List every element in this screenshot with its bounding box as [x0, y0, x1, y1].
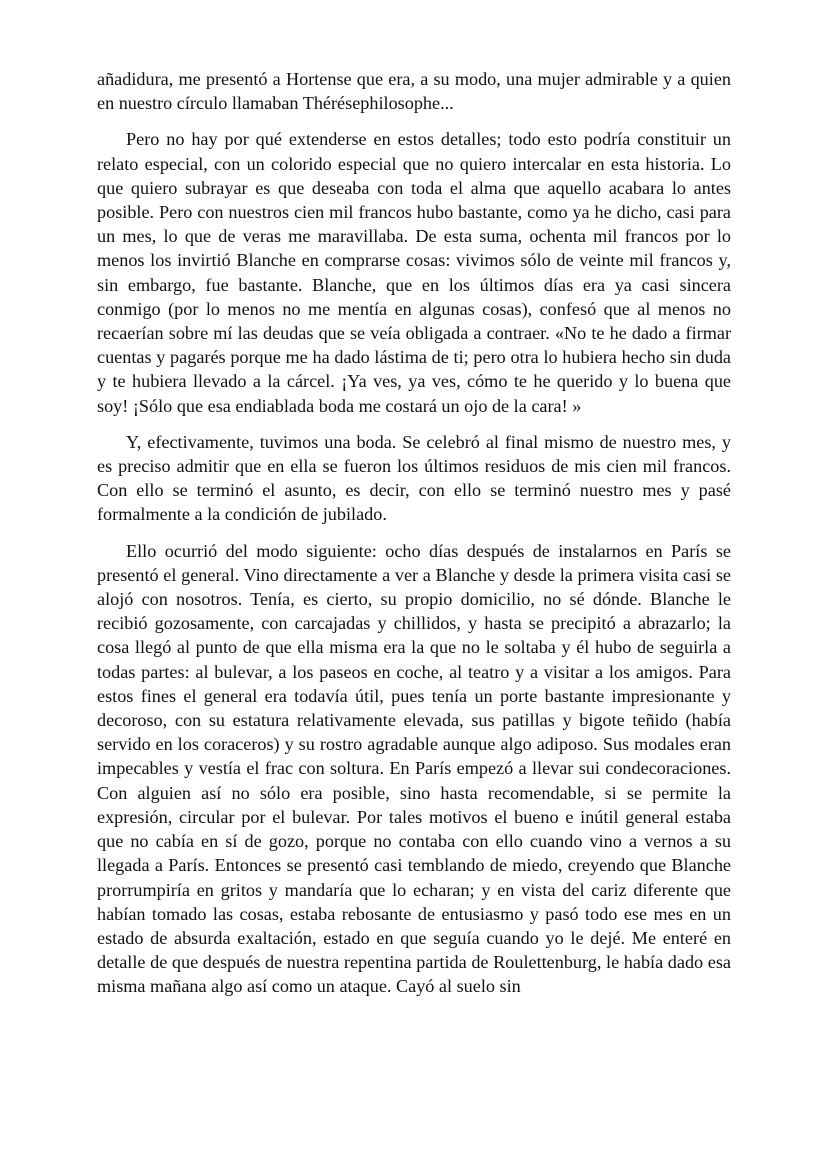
- page-body: [97, 67, 731, 1011]
- paragraph-4: Ello ocurrió del modo siguiente: ocho días después de instalarnos en París se presentó el general. Vino directamente a ver a Blanche y desde la primera visita casi se alojó con nosotros. Tenía, es cierto, su propio domicilio, no sé dónde. Blanche le recibió gozosamente, con carcajadas y chillidos, y hasta se precipitó a abrazarlo; la cosa llegó al punto de que ella misma era la que no le soltaba y él hubo de seguirla a todas partes: al bulevar, a los paseos en coche, al teatro y a visitar a los amigos. Para estos fines el general era todavía útil, pues tenía un porte bastante impresionante y decoroso, con su estatura relativamente elevada, sus patillas y bigote teñido (había servido en los coraceros) y su rostro agradable aunque algo adiposo. Sus modales eran impecables y vestía el frac con soltura. En París empezó a llevar sui condecoraciones. Con alguien así no sólo era posible, sino hasta recomendable, si se permite la expresión, circular por el bulevar. Por tales motivos el bueno e inútil general estaba que no cabía en sí de gozo, porque no contaba con ello cuando vino a vernos a su llegada a París. Entonces se presentó casi temblando de miedo, creyendo que Blanche prorrumpiría en gritos y mandaría que lo echaran; y en vista del cariz diferente que habían tomado las cosas, estaba rebosante de entusiasmo y pasó todo ese mes en un estado de absurda exaltación, estado en que seguía cuando yo le dejé. Me enteré en detalle de que después de nuestra repentina partida de Roulettenburg, le había dado esa misma mañana algo así como un ataque. Cayó al suelo sin: [97, 540, 731, 997]
- paragraph-2: Pero no hay por qué extenderse en estos detalles; todo esto podría constituir un relato especial, con un colorido especial que no quiero intercalar en esta historia. Lo que quiero subrayar es que deseaba con toda el alma que aquello acabara lo antes posible. Pero con nuestros cien mil francos hubo bastante, como ya he dicho, casi para un mes, lo que de veras me maravillaba. De esta suma, ochenta mil francos por lo menos los invirtió Blanche en comprarse cosas: vivimos sólo de veinte mil francos y, sin embargo, fue bastante. Blanche, que en los últimos días era ya casi sincera conmigo (por lo menos no me mentía en algunas cosas), confesó que al menos no recaerían sobre mí las deudas que se veía obligada a contraer. «No te he dado a firmar cuentas y pagarés porque me ha dado lástima de ti; pero otra lo hubiera hecho sin duda y te hubiera llevado a la cárcel. ¡Ya ves, ya ves, cómo te he querido y lo buena que soy! ¡Sólo que esa endiablada boda me costará un ojo de la cara! »: [97, 129, 731, 416]
- paragraph-3: Y, efectivamente, tuvimos una boda. Se celebró al final mismo de nuestro mes, y es preciso admitir que en ella se fueron los últimos residuos de mis cien mil francos. Con ello se terminó el asunto, es decir, con ello se terminó nuestro mes y pasé formalmente a la condición de jubilado.: [97, 431, 731, 525]
- paragraph-1: añadidura, me presentó a Hortense que era, a su modo, una mujer admirable y a quien en nuestro círculo llamaban Thérésephilosophe...: [97, 69, 731, 114]
